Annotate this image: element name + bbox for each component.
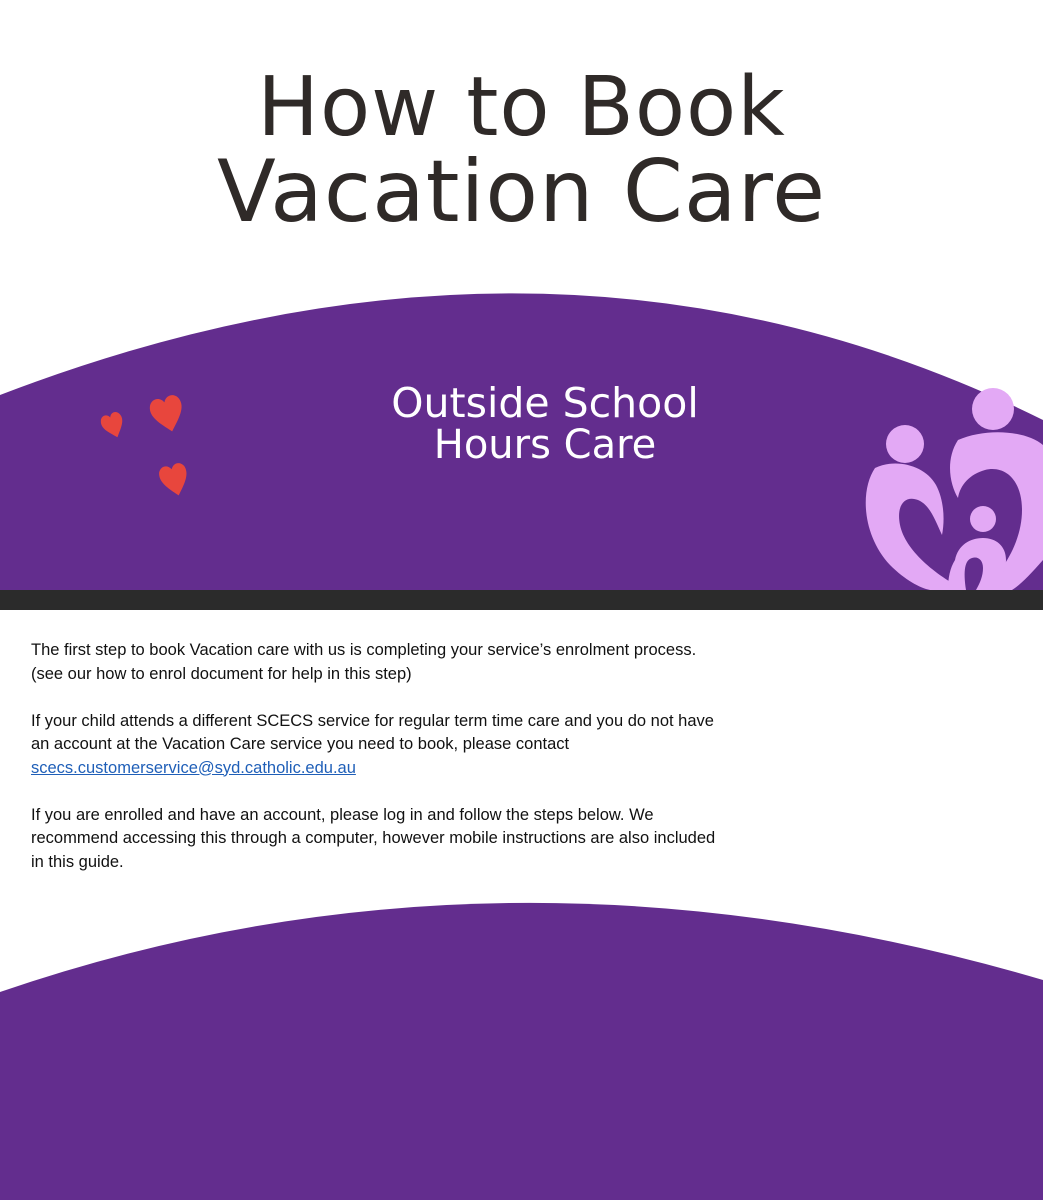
banner-heading: [0, 379, 1043, 468]
bottom-arc-shape: [0, 903, 1043, 1200]
paragraph-login: [31, 804, 731, 875]
paragraph-contact-text: If your child attends a different SCECS service for regular term time care and you do not have an account at the Vacation Care service you need to book, please contact: [31, 711, 714, 753]
title-line-2: Vacation Care: [216, 142, 827, 242]
paragraph-enrolment: [31, 639, 731, 686]
banner-line-2: Hours Care: [433, 422, 657, 468]
customer-service-email-link[interactable]: scecs.customerservice@syd.catholic.edu.au: [31, 758, 356, 777]
paragraph-login-text: If you are enrolled and have an account, please log in and follow the steps below. We recommend accessing this through a computer, however mobile instructions are also included in this guide.: [31, 805, 716, 871]
body-text: [31, 639, 731, 898]
divider-strip: [0, 590, 1043, 610]
title-line-1: How to Book: [257, 60, 786, 155]
bottom-purple-shape: [0, 880, 1043, 1200]
paragraph-enrolment-note: (see our how to enrol document for help in this step): [31, 664, 412, 683]
banner-line-1: Outside School: [391, 379, 699, 427]
paragraph-enrolment-text: The first step to book Vacation care with us is completing your service’s enrolment process.: [31, 641, 697, 659]
paragraph-contact: [31, 710, 731, 781]
